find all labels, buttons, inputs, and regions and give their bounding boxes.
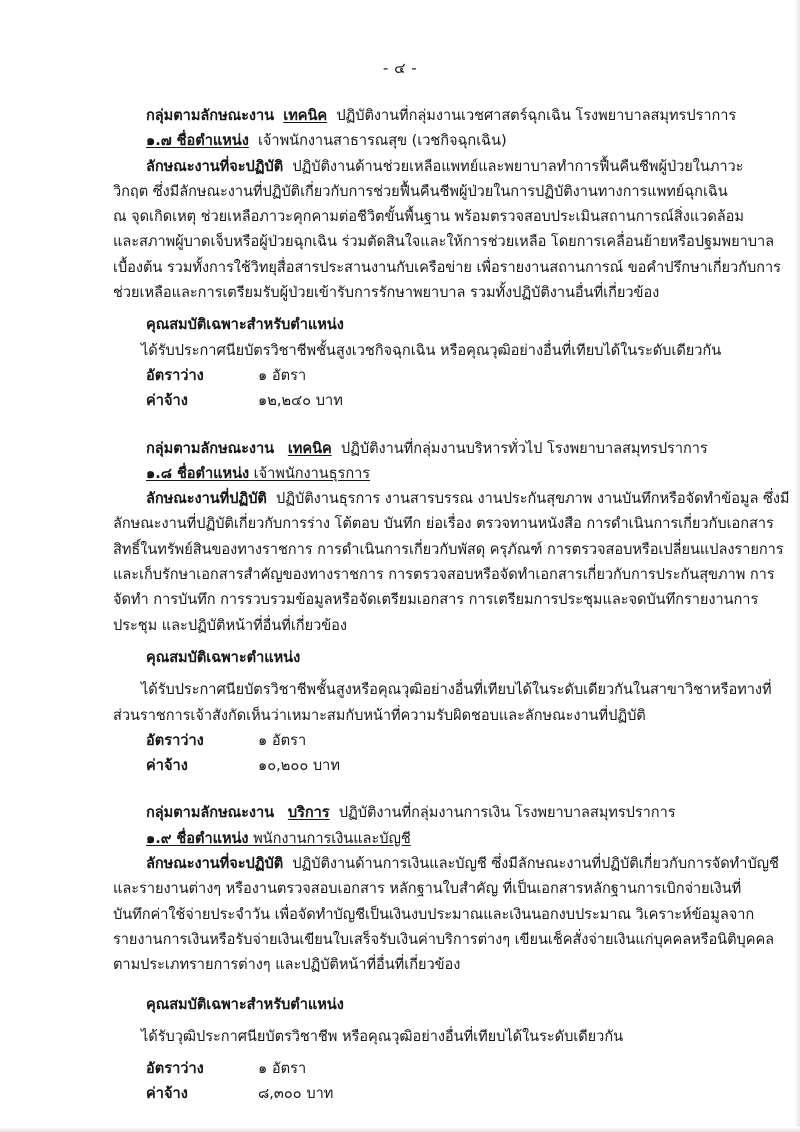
group-label: กลุ่มตามลักษณะงาน xyxy=(146,804,275,822)
wage-row xyxy=(113,753,689,778)
duties-label: ลักษณะงานที่จะปฏิบัติ xyxy=(146,855,284,873)
group-tail: ปฏิบัติงานที่กลุ่มงานบริหารทั่วไป โรงพยาบาลสมุทรปราการ xyxy=(340,439,708,457)
duties-first-line xyxy=(113,851,779,876)
duties-line: วิกฤต ซึ่งมีลักษณะงานที่ปฏิบัติเกี่ยวกับการช่วยฟื้นคืนชีพผู้ป่วยในการปฏิบัติงานทางการแพทย์ฉุกเฉิน xyxy=(113,182,728,200)
section-title-label: ชื่อตำแหน่ง xyxy=(176,464,250,482)
group-type: บริการ xyxy=(287,804,330,822)
section-heading xyxy=(113,128,689,153)
vacancy-label: อัตราว่าง xyxy=(146,731,204,749)
group-tail: ปฏิบัติงานที่กลุ่มงานเวชศาสตร์ฉุกเฉิน โรงพยาบาลสมุทรปราการ xyxy=(336,107,737,124)
duties-label: ลักษณะงานที่จะปฏิบัติ xyxy=(146,157,284,175)
section-title: พนักงานการเงินและบัญชี xyxy=(253,829,411,847)
group-tail: ปฏิบัติงานที่กลุ่มงานการเงิน โรงพยาบาลสมุทรปราการ xyxy=(338,804,676,822)
qualifications-heading: คุณสมบัติเฉพาะสำหรับตำแหน่ง xyxy=(146,316,344,334)
wage-label: ค่าจ้าง xyxy=(146,1085,188,1103)
group-type: เทคนิค xyxy=(287,439,332,457)
duties-line: ปฏิบัติงานด้านการเงินและบัญชี ซึ่งมีลักษณะงานที่ปฏิบัติเกี่ยวกับการจัดทำบัญชี xyxy=(292,855,779,873)
group-line xyxy=(113,436,708,461)
section-number: ๑.๙ xyxy=(146,829,172,847)
section-title: เจ้าพนักงานธุรการ xyxy=(253,464,371,482)
qualifications-line: ได้รับประกาศนียบัตรวิชาชีพชั้นสูงหรือคุณวุฒิอย่างอื่นที่เทียบได้ในระดับเดียวกันในสาขาวิชาหรือทางที่ xyxy=(141,681,772,699)
duties-line: และเก็บรักษาเอกสารสำคัญของทางราชการ การตรวจสอบหรือจัดทำเอกสารเกี่ยวกับการประกันสุขภาพ การ xyxy=(113,566,775,584)
qualifications-line: ได้รับประกาศนียบัตรวิชาชีพชั้นสูงเวชกิจฉุกเฉิน หรือคุณวุฒิอย่างอื่นที่เทียบได้ในระดับเดียวกัน xyxy=(141,341,722,359)
group-label: กลุ่มตามลักษณะงาน xyxy=(146,107,275,124)
section-number: ๑.๗ xyxy=(146,132,172,150)
page-edge-shadow-bottom xyxy=(0,1127,800,1132)
wage-value: ๑๒,๒๔๐ บาท xyxy=(258,392,343,410)
qualifications-line: ได้รับวุฒิประกาศนียบัตรวิชาชีพ หรือคุณวุฒิอย่างอื่นที่เทียบได้ในระดับเดียวกัน xyxy=(141,1027,624,1045)
duties-line: ตามประเภทรายการต่างๆ และปฏิบัติหน้าที่อื่นที่เกี่ยวข้อง xyxy=(113,956,461,974)
wage-value: ๘,๓๐๐ บาท xyxy=(258,1085,334,1103)
qualifications-line: ส่วนราชการเจ้าสังกัดเห็นว่าเหมาะสมกับหน้าที่ความรับผิดชอบและลักษณะงานที่ปฏิบัติ xyxy=(113,706,646,724)
vacancy-value: ๑ อัตรา xyxy=(258,731,307,749)
vacancy-row xyxy=(113,363,689,388)
page-number: - ๔ - xyxy=(382,59,418,77)
duties-line: จัดทำ การบันทึก การรวบรวมข้อมูลหรือจัดเตรียมเอกสาร การเตรียมการประชุมและจดบันทึกรายงานการ xyxy=(113,591,759,609)
duties-line: เบื้องต้น รวมทั้งการใช้วิทยุสื่อสารประสานงานกับเครือข่าย เพื่อรายงานสถานการณ์ ขอคำปรึกษาเกี่ยวกับการ xyxy=(113,258,781,276)
duties-first-line xyxy=(113,486,790,511)
wage-label: ค่าจ้าง xyxy=(146,757,188,775)
job-section xyxy=(113,436,790,779)
section-title-label: ชื่อตำแหน่ง xyxy=(176,829,249,847)
qualifications-heading: คุณสมบัติเฉพาะตำแหน่ง xyxy=(146,648,301,666)
vacancy-label: อัตราว่าง xyxy=(146,366,204,384)
job-section xyxy=(113,103,781,414)
duties-line: และสภาพผู้บาดเจ็บหรือผู้ป่วยฉุกเฉิน ร่วมตัดสินใจและให้การช่วยเหลือ โดยการเคลื่อนย้ายหรือปฐมพยาบาล xyxy=(113,233,774,251)
vacancy-row xyxy=(113,728,689,753)
group-line xyxy=(113,103,737,128)
document-body xyxy=(113,103,790,1107)
duties-line: ปฏิบัติงานด้านช่วยเหลือแพทย์และพยาบาลทำการฟื้นคืนชีพผู้ป่วยในภาวะ xyxy=(292,157,744,175)
section-title: เจ้าพนักงานสาธารณสุข (เวชกิจฉุกเฉิน) xyxy=(257,132,507,150)
wage-row xyxy=(113,1081,689,1106)
vacancy-label: อัตราว่าง xyxy=(146,1060,204,1078)
section-heading xyxy=(113,826,689,851)
wage-row xyxy=(113,388,689,413)
group-label: กลุ่มตามลักษณะงาน xyxy=(146,439,275,457)
duties-line: รายงานการเงินหรือรับจ่ายเงินเขียนใบเสร็จรับเงินค่าบริการต่างๆ เขียนเช็คสั่งจ่ายเงินแก่บุคคลหรือนิติบุคคล xyxy=(113,930,775,948)
duties-line: ประชุม และปฏิบัติหน้าที่อื่นที่เกี่ยวข้อง xyxy=(113,616,347,634)
duties-label: ลักษณะงานที่ปฏิบัติ xyxy=(146,490,267,508)
qualifications-heading: คุณสมบัติเฉพาะสำหรับตำแหน่ง xyxy=(146,995,344,1013)
duties-line: ณ จุดเกิดเหตุ ช่วยเหลือภาวะคุกคามต่อชีวิตขั้นพื้นฐาน พร้อมตรวจสอบประเมินสถานการณ์สิ่งแวดล้อม xyxy=(113,208,744,226)
vacancy-value: ๑ อัตรา xyxy=(258,366,307,384)
section-heading xyxy=(113,461,689,486)
page-edge-shadow xyxy=(794,0,800,1132)
duties-line: สิทธิ์ในทรัพย์สินของทางราชการ การดำเนินการเกี่ยวกับพัสดุ ครุภัณฑ์ การตรวจสอบหรือเปลี่ยนแปลงรายการ xyxy=(113,540,784,558)
duties-line: ปฏิบัติงานธุรการ งานสารบรรณ งานประกันสุขภาพ งานบันทึกหรือจัดทำข้อมูล ซึ่งมี xyxy=(276,490,790,508)
wage-value: ๑๐,๒๐๐ บาท xyxy=(258,757,340,775)
section-number: ๑.๘ xyxy=(146,464,172,482)
job-section xyxy=(113,800,779,1106)
duties-first-line xyxy=(113,154,744,179)
group-line xyxy=(113,800,689,825)
group-type: เทคนิค xyxy=(283,107,328,124)
duties-line: และรายงานต่างๆ หรืองานตรวจสอบเอกสาร หลักฐานใบสำคัญ ที่เป็นเอกสารหลักฐานการเบิกจ่ายเงินที่ xyxy=(113,880,742,898)
duties-line: บันทึกค่าใช้จ่ายประจำวัน เพื่อจัดทำบัญชีเป็นเงินงบประมาณและเงินนอกงบประมาณ วิเคราะห์ข้อมูลจาก xyxy=(113,905,755,923)
duties-line: ช่วยเหลือและการเตรียมรับผู้ป่วยเข้ารับการรักษาพยาบาล รวมทั้งปฏิบัติงานอื่นที่เกี่ยวข้อง xyxy=(113,284,660,302)
section-title-label: ชื่อตำแหน่ง xyxy=(176,132,249,150)
wage-label: ค่าจ้าง xyxy=(146,392,188,410)
duties-line: ลักษณะงานที่ปฏิบัติเกี่ยวกับการร่าง โต้ตอบ บันทึก ย่อเรื่อง ตรวจทานหนังสือ การดำเนินการเกี่ยวกับเอกสาร xyxy=(113,515,774,533)
vacancy-value: ๑ อัตรา xyxy=(258,1060,307,1078)
vacancy-row xyxy=(113,1056,689,1081)
